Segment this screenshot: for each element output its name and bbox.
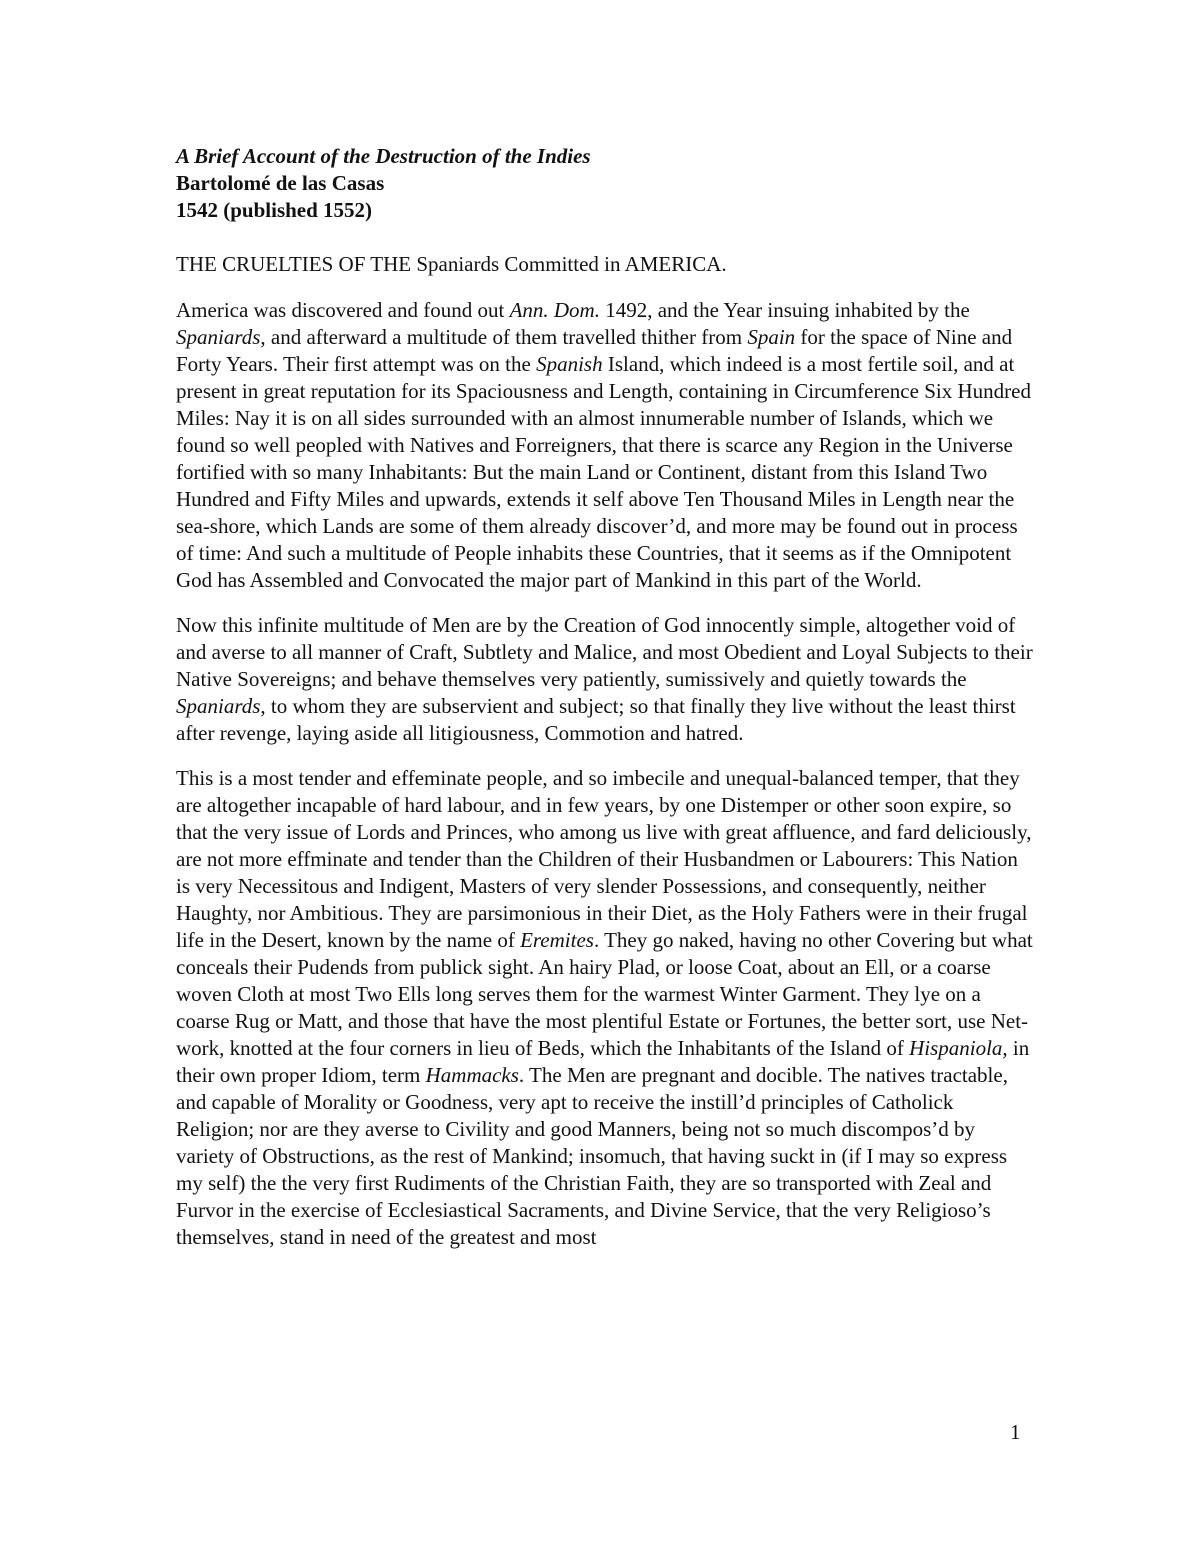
paragraph-text: Island, which indeed is a most fertile soil, and at present in great reputation for its Spaciousness and Length, containing in Circumference Six Hundred Miles: Nay it is on all sides surrounded with an almost innumerable number of Islands, which we found so well peopled with Natives and Forreigners, that there is scarce any Region in the Universe fortified with so many Inhabitants: But the main Land or Continent, distant from this Island Two Hundred and Fifty Miles and upwards, extends it self above Ten Thousand Miles in Length near the sea-shore, which Lands are some of them already discover’d, and more may be found out in process of time: And such a multitude of People inhabits these Countries, that it seems as if the Omnipotent God has Assembled and Convocated the major part of Mankind in this part of the World. <box>176 352 1031 592</box>
paragraph-text: . The Men are pregnant and docible. The natives tractable, and capable of Morality or Goodness, very apt to receive the instill’d principles of Catholick Religion; nor are they averse to Civility and good Manners, being not so much discompos’d by variety of Obstructions, as the rest of Mankind; insomuch, that having suckt in (if I may so express my self) the the very first Rudiments of the Christian Faith, they are so transported with Zeal and Furvor in the exercise of Ecclesiastical Sacraments, and Divine Service, that the very Religioso’s themselves, stand in need of the greatest and most <box>176 1063 1008 1249</box>
document-subtitle: THE CRUELTIES OF THE Spaniards Committed in AMERICA. <box>176 252 727 276</box>
body-paragraph <box>176 765 1036 1251</box>
paragraph-text: , and afterward a multitude of them travelled thither from <box>260 325 748 349</box>
italic-text: Hammacks <box>425 1063 519 1087</box>
italic-text: Eremites <box>520 928 594 952</box>
paragraph-text: This is a most tender and effeminate people, and so imbecile and unequal-balanced temper, that they are altogether incapable of hard labour, and in few years, by one Distemper or other soon expire, so that the very issue of Lords and Princes, who among us live with great affluence, and fard deliciously, are not more effminate and tender than the Children of their Husbandmen or Labourers: This Nation is very Necessitous and Indigent, Masters of very slender Possessions, and consequently, neither Haughty, nor Ambitious. They are parsimonious in their Diet, as the Holy Fathers were in their frugal life in the Desert, known by the name of <box>176 766 1032 952</box>
body-paragraph <box>176 297 1036 594</box>
page-number: 1 <box>1010 1420 1021 1444</box>
italic-text: Ann. Dom. <box>509 298 600 322</box>
document-title: A Brief Account of the Destruction of the Indies <box>176 144 591 168</box>
paragraph-text: . They go naked, having no other Covering but what conceals their Pudends from publick sight. An hairy Plad, or loose Coat, about an Ell, or a coarse woven Cloth at most Two Ells long serves them for the warmest Winter Garment. They lye on a coarse Rug or Matt, and those that have the most plentiful Estate or Fortunes, the better sort, use Net-work, knotted at the four corners in lieu of Beds, which the Inhabitants of the Island of <box>176 928 1033 1060</box>
paragraph-text: 1492, and the Year insuing inhabited by the <box>599 298 970 322</box>
document-header <box>176 143 1036 224</box>
italic-text: Spaniards <box>176 694 261 718</box>
italic-text: Spain <box>747 325 796 349</box>
paragraph-text: , in their own proper Idiom, term <box>176 1036 1030 1087</box>
paragraph-text: , to whom they are subservient and subject; so that finally they live without the least thirst after revenge, laying aside all litigiousness, Commotion and hatred. <box>176 694 1016 745</box>
document-date: 1542 (published 1552) <box>176 198 373 222</box>
italic-text: Hispaniola <box>909 1036 1003 1060</box>
paragraph-text: America was discovered and found out <box>176 298 510 322</box>
body-paragraph <box>176 612 1036 747</box>
document-body <box>176 297 1036 1269</box>
italic-text: Spanish <box>536 352 603 376</box>
italic-text: Spaniards <box>176 325 261 349</box>
paragraph-text: Now this infinite multitude of Men are by the Creation of God innocently simple, altogether void of and averse to all manner of Craft, Subtlety and Malice, and most Obedient and Loyal Subjects to their Native Sovereigns; and behave themselves very patiently, sumissively and quietly towards the <box>176 613 1033 691</box>
paragraph-text: for the space of Nine and Forty Years. Their first attempt was on the <box>176 325 1013 376</box>
document-author: Bartolomé de las Casas <box>176 171 385 195</box>
